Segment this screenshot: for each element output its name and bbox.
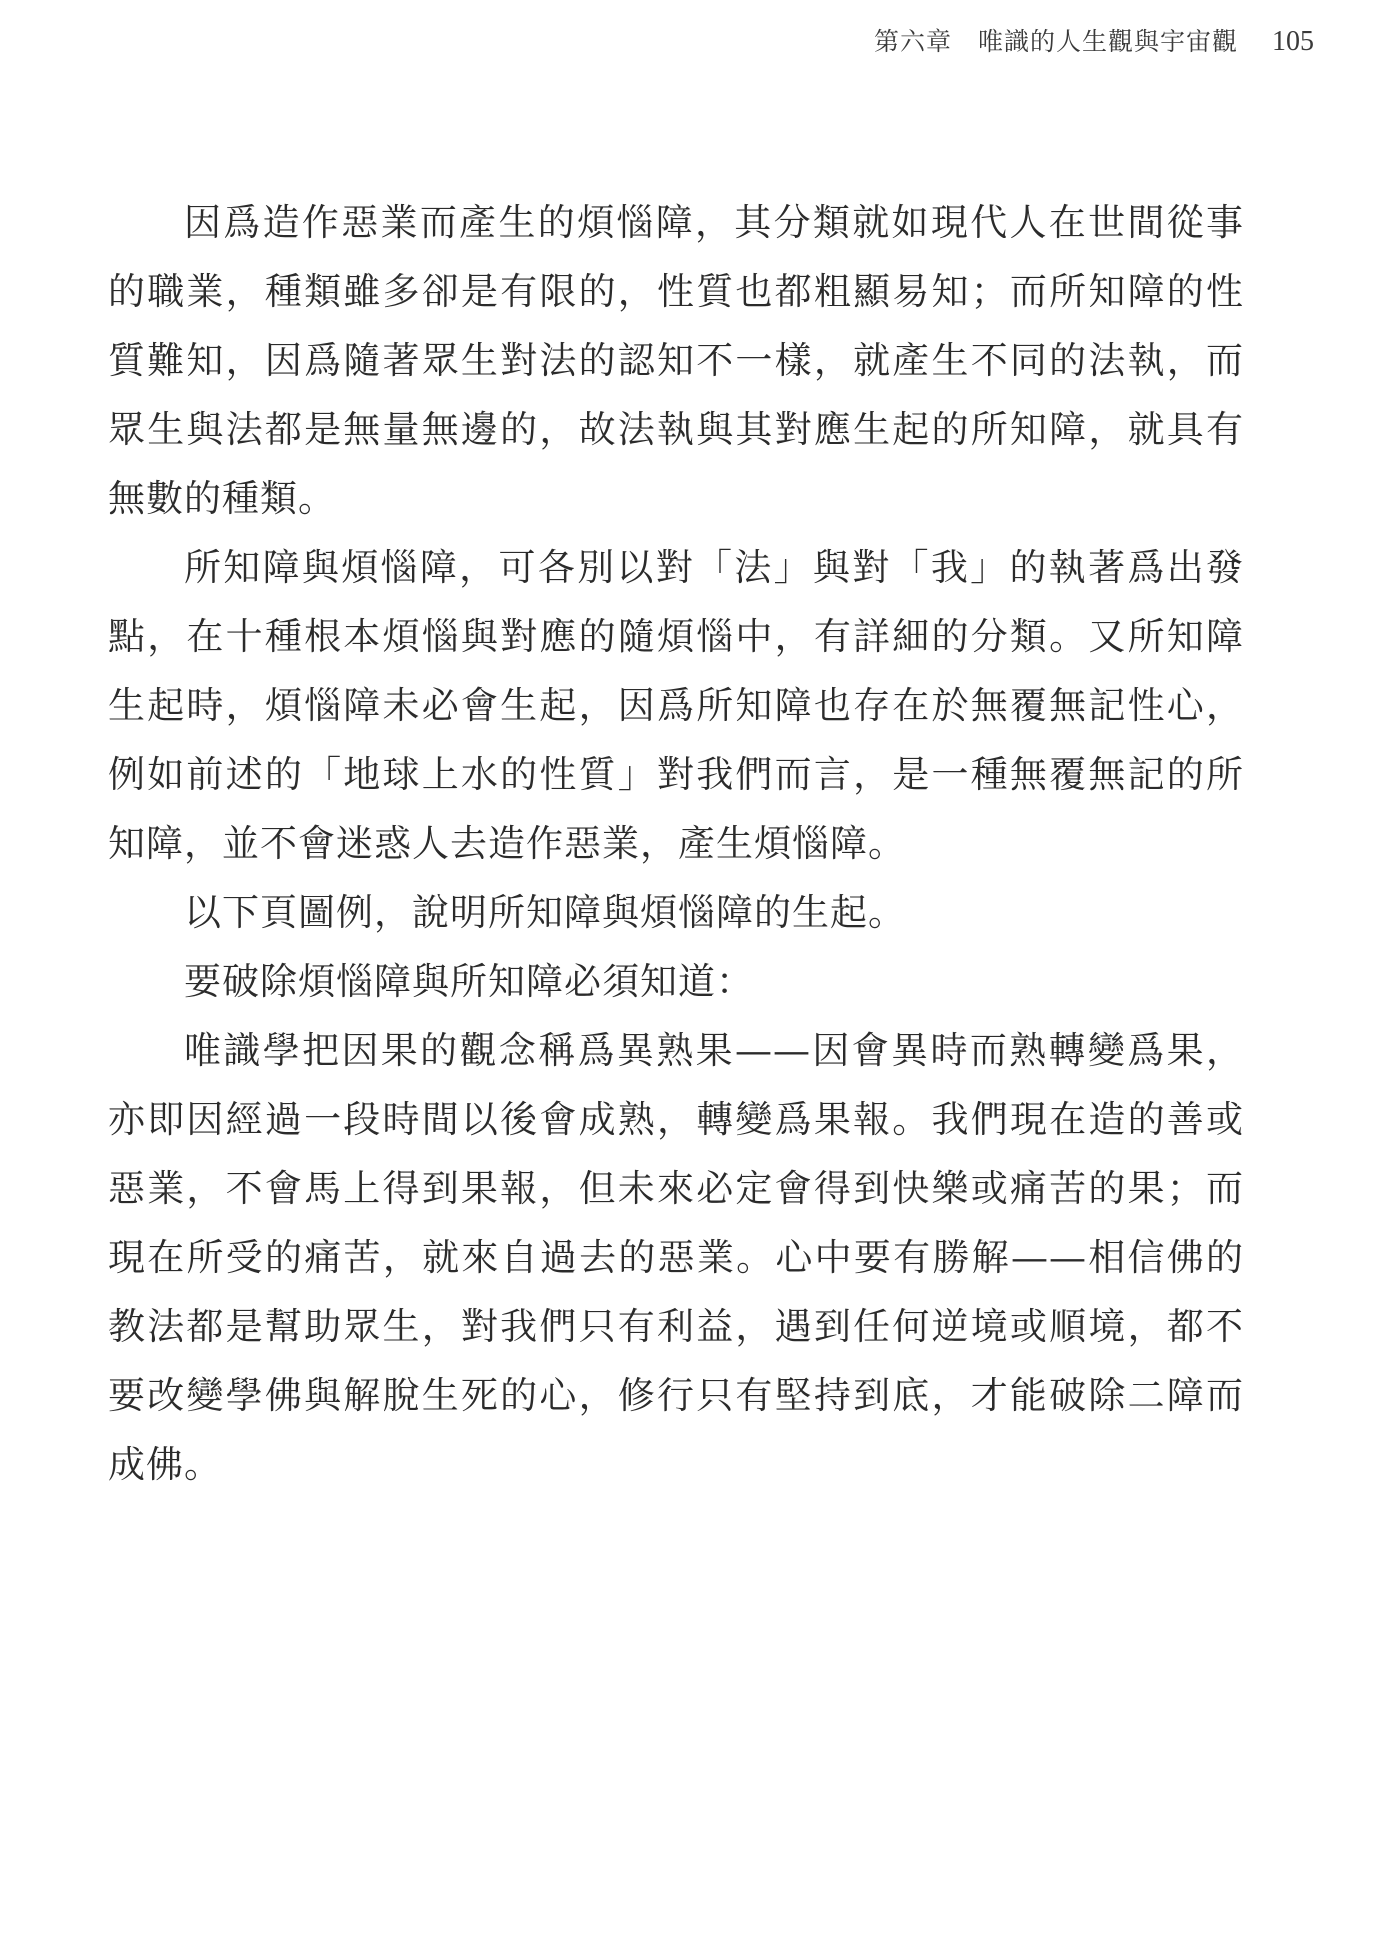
- paragraph-2: 所知障與煩惱障，可各別以對「法」與對「我」的執著爲出發點，在十種根本煩惱與對應的隨煩惱中，有詳細的分類。又所知障生起時，煩惱障未必會生起，因爲所知障也存在於無覆無記性心，例如前述的「地球上水的性質」對我們而言，是一種無覆無記的所知障，並不會迷惑人去造作惡業，產生煩惱障。: [108, 546, 1244, 865]
- running-header: [874, 22, 1314, 58]
- page-number: 105: [1272, 26, 1314, 57]
- body-text: [108, 188, 1244, 1499]
- paragraph-4: 要破除煩惱障與所知障必須知道：: [184, 960, 754, 1003]
- paragraph-1: 因爲造作惡業而產生的煩惱障，其分類就如現代人在世間從事的職業，種類雖多卻是有限的，性質也都粗顯易知；而所知障的性質難知，因爲隨著眾生對法的認知不一樣，就產生不同的法執，而眾生與法都是無量無邊的，故法執與其對應生起的所知障，就具有無數的種類。: [108, 201, 1244, 520]
- chapter-title: 第六章 唯識的人生觀與宇宙觀: [873, 27, 1238, 56]
- paragraph-5: 唯識學把因果的觀念稱爲異熟果——因會異時而熟轉變爲果，亦即因經過一段時間以後會成熟，轉變爲果報。我們現在造的善或惡業，不會馬上得到果報，但未來必定會得到快樂或痛苦的果；而現在所受的痛苦，就來自過去的惡業。心中要有勝解——相信佛的教法都是幫助眾生，對我們只有利益，遇到任何逆境或順境，都不要改變學佛與解脫生死的心，修行只有堅持到底，才能破除二障而成佛。: [108, 1029, 1244, 1486]
- paragraph-3: 以下頁圖例，說明所知障與煩惱障的生起。: [184, 891, 906, 934]
